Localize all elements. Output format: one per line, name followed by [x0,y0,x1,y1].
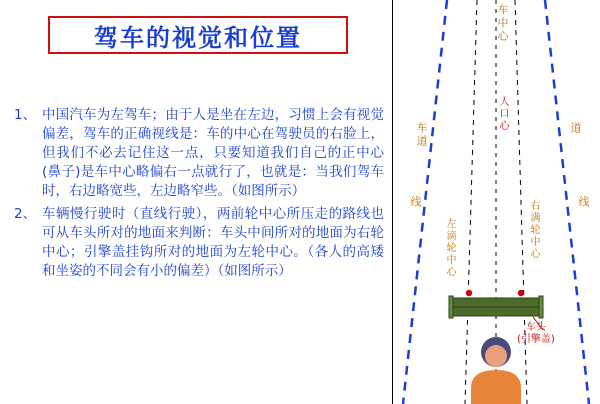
paragraph-2-bullet: 2、 [14,206,37,222]
lane-line-left [465,0,477,404]
label-left-wheel-center: 左滴轮中心 [444,218,455,278]
paragraph-1-bullet: 1、 [14,107,37,123]
label-car-front-main: 车头 [525,322,546,333]
label-road-center: 车中心 [496,4,509,43]
label-car-front [517,322,555,346]
marker-right-wheel-center [518,290,524,296]
label-car-front-sub: (引擎盖) [517,334,555,345]
title-box [48,16,348,54]
label-lane-left: 车道 [415,122,428,148]
person-body [471,370,521,404]
paragraph-1 [14,106,384,201]
label-lane-right-line: 线 [577,196,590,209]
car-body-cap-right [539,296,543,318]
label-right-wheel-center: 右满轮中心 [528,200,539,260]
label-lane-left-line: 线 [409,196,422,209]
paragraph-2 [14,205,384,281]
driving-view-diagram [393,0,600,404]
page-title: 驾车的视觉和位置 [94,23,302,52]
paragraph-1-text: 中国汽车为左驾车；由于人是坐在左边，习惯上会有视觉偏差，驾车的正确视线是：车的中心在驾驶员的右脸上，但我们不必去记住这一点，只要知道我们自己的正中心(鼻子)是车中心略偏右一点就行了，也就是：当我们驾车时，右边略宽些，左边略窄些。（如图所示） [42,107,384,199]
marker-left-wheel-center [466,290,472,296]
body-text-column [14,106,384,285]
diagram-svg [393,0,600,404]
paragraph-2-text: 车辆慢行驶时（直线行驶），两前轮中心所压走的路线也可从车头所对的地面来判断：车头中间所对的地面为右轮中心；引擎盖挂钩所对的地面为左轮中心。（各人的高矮和坐姿的不同会有小的偏差）（如图所示） [42,206,384,279]
car-body-cap-left [449,296,453,318]
person-face [485,345,507,367]
label-person-center: 人口心 [497,96,508,132]
label-lane-right: 道 [569,122,582,135]
